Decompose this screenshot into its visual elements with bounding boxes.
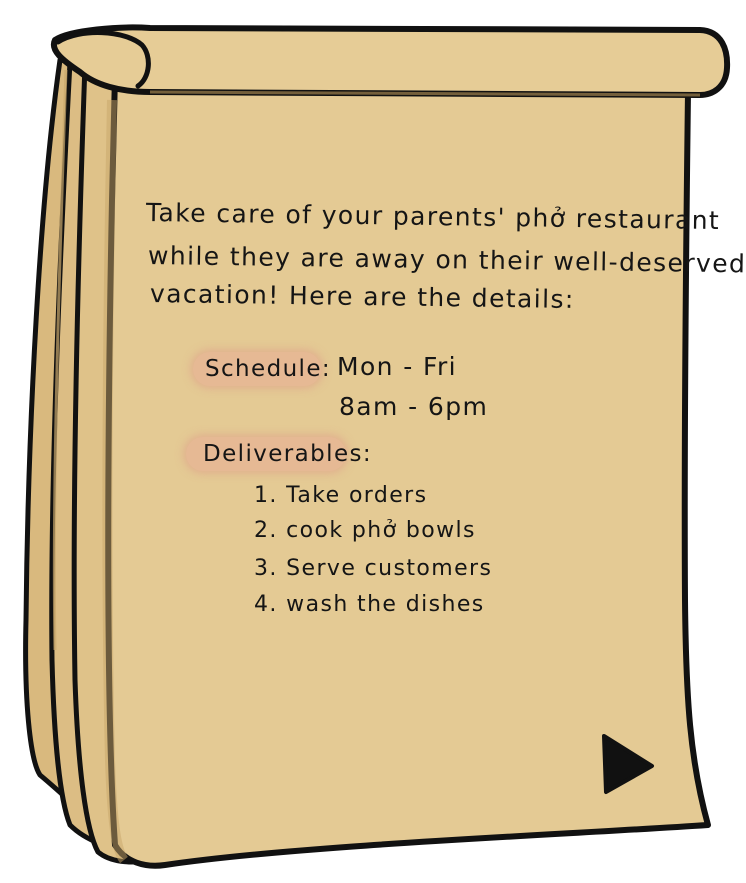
schedule-label: Schedule: [205,356,332,382]
deliverable-item-4: 4. wash the dishes [254,592,485,617]
schedule-hours: 8am - 6pm [339,392,489,421]
deliverable-item-1: 1. Take orders [254,483,428,508]
deliverable-item-2: 2. cook phở bowls [254,518,476,543]
deliverable-item-3: 3. Serve customers [254,556,493,581]
schedule-days: Mon - Fri [337,352,458,381]
deliverables-label: Deliverables: [203,441,373,467]
next-button[interactable] [598,732,658,796]
play-triangle-icon [598,732,658,796]
intro-line-1: Take care of your parents' phở restaurant [145,198,721,236]
intro-line-2: while they are away on their well-deserved [147,241,746,279]
intro-line-3: vacation! Here are the details: [149,279,575,314]
top-roll [54,28,727,96]
